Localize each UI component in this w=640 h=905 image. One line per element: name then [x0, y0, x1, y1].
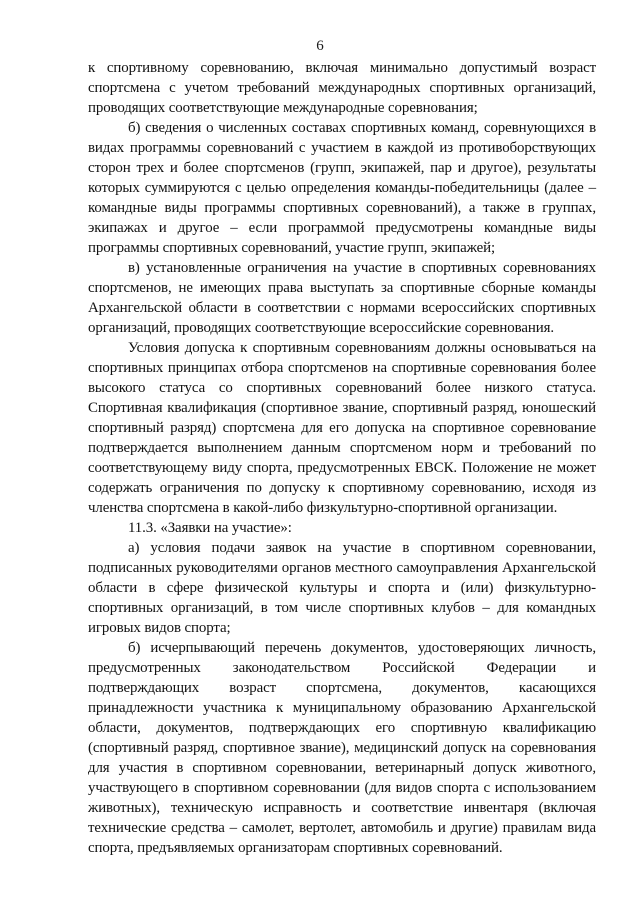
paragraph-team-composition: б) сведения о численных составах спортивных команд, соревнующихся в видах программы соревнований с участием в каждой из противоборствующих сторон трех и более спортсменов (групп, экипажей, пар и другое), результаты которых суммируются с целью определения команды-победительницы (далее – командные виды программы спортивных соревнований), а также в группах, экипажах и другое – если программой предусмотрены командные виды программы спортивных соревнований, участие групп, экипажей;	[88, 120, 596, 256]
paragraph-required-documents: б) исчерпывающий перечень документов, удостоверяющих личность, предусмотренных законодательством Российской Федерации и подтверждающих возраст спортсмена, документов, касающихся принадлежности участника к муниципальному образованию Архангельской области, документов, подтверждающих его спортивную квалификацию (спортивный разряд, спортивное звание), медицинский допуск на соревнования для участия в спортивном соревновании, ветеринарный допуск животного, участвующего в спортивном соревновании (для видов спорта с использованием животных), техническую исправность и соответствие инвентаря (включая технические средства – самолет, вертолет, автомобиль и другие) правилам вида спорта, предъявляемых организаторам спортивных соревнований.	[88, 640, 596, 856]
page-number: 6	[316, 38, 324, 54]
paragraph-admission-conditions: Условия допуска к спортивным соревнованиям должны основываться на спортивных принципах отбора спортсменов на спортивные соревнования более высокого статуса со спортивных соревнований более низкого статуса. Спортивная квалификация (спортивное звание, спортивный разряд, юношеский спортивный разряд) спортсмена для его допуска на спортивное соревнование подтверждается выполнением данным спортсменом норм и требований по соответствующему виду спорта, предусмотренных ЕВСК. Положение не может содержать ограничения по допуску к спортивному соревнованию, исходя из членства спортсмена в какой-либо физкультурно-спортивной организации.	[88, 340, 596, 516]
paragraph-age-requirements: к спортивному соревнованию, включая минимально допустимый возраст спортсмена с учетом требований международных спортивных организаций, проводящих соответствующие международные соревнования;	[88, 60, 596, 116]
section-heading-applications: 11.3. «Заявки на участие»:	[128, 520, 292, 536]
paragraph-participation-restrictions: в) установленные ограничения на участие в спортивных соревнованиях спортсменов, не имеющих права выступать за спортивные сборные команды Архангельской области в соответствии с нормами всероссийских спортивных организаций, проводящих соответствующие всероссийские соревнования.	[88, 260, 596, 336]
paragraph-application-conditions: а) условия подачи заявок на участие в спортивном соревновании, подписанных руководителями органов местного самоуправления Архангельской области в сфере физической культуры и спорта и (или) физкультурно-спортивных организаций, в том числе спортивных клубов – для командных игровых видов спорта;	[88, 540, 596, 636]
document-body	[88, 58, 596, 858]
